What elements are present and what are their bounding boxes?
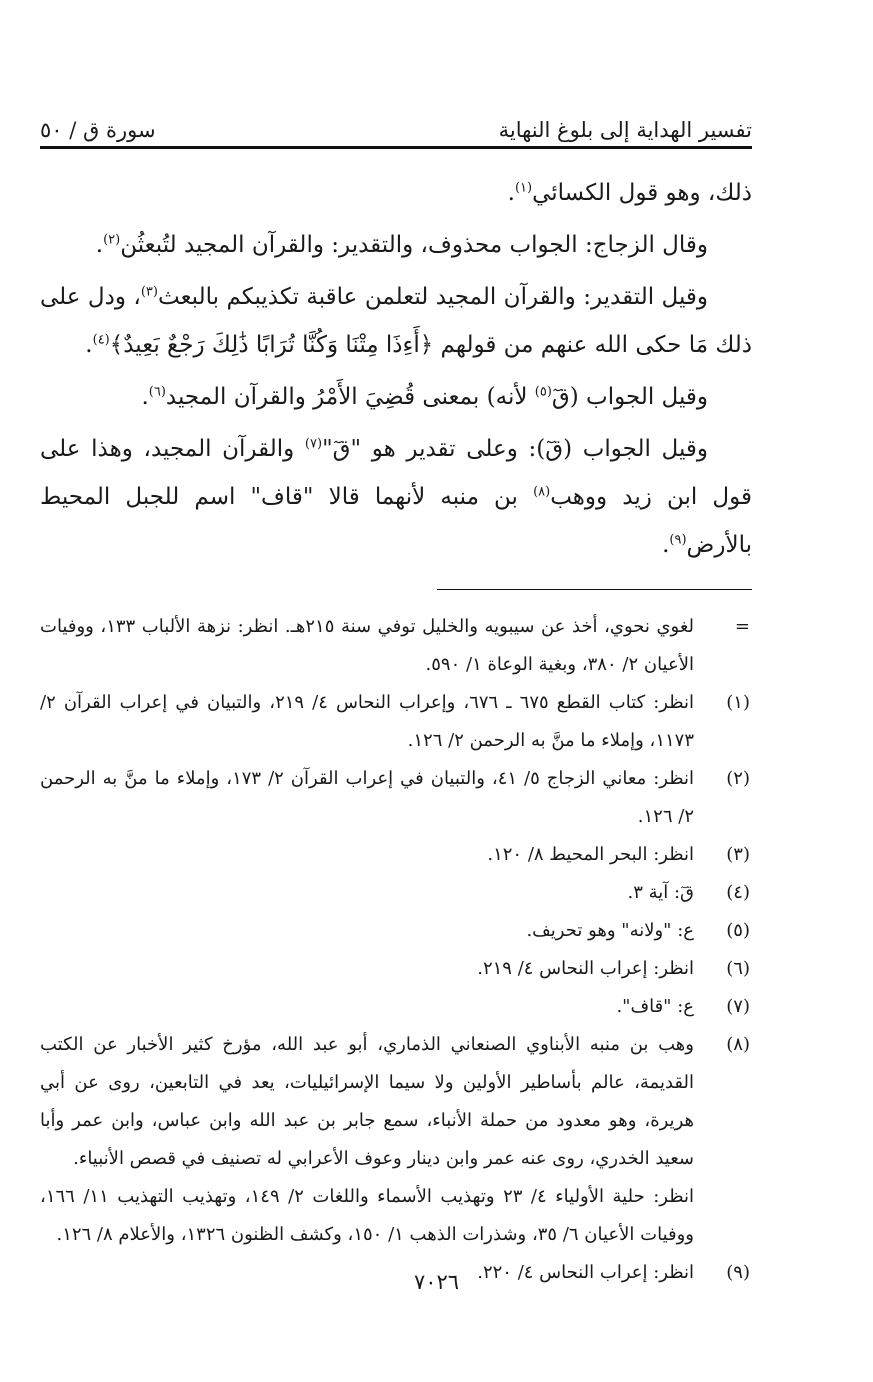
footnote-text: قٓ: آية ٣. — [627, 882, 694, 903]
footnote-text: ع: "ولانه" وهو تحريف. — [526, 920, 694, 941]
footnote-ref[interactable]: (٩) — [669, 532, 687, 548]
footnote-text: انظر: إعراب النحاس ٤/ ٢١٩. — [477, 958, 694, 979]
footnote-item — [40, 950, 752, 988]
footnote-item — [40, 684, 752, 760]
footnote-item — [40, 912, 752, 950]
footnote-item — [40, 874, 752, 912]
paragraph-1: ذلك، وهو قول الكسائي$^{(١)}$. — [507, 180, 752, 206]
footnote-number: (٨) — [726, 1034, 750, 1055]
surah-page-label: سورة ق / ٥٠ — [40, 118, 156, 142]
footnote-number: (٥) — [726, 920, 750, 941]
page-content — [40, 100, 752, 1292]
paragraph-5: وقيل الجواب (قٓ): وعلى تقدير هو "قٓ"$^{(٧)}$ والقرآن المجيد، وهذا على قول ابن زيد ووهب$^{(٨)}$ بن منبه لأنهما قالا "قاف" اسم للجبل المحيط بالأرض$^{(٩)}$. — [40, 436, 752, 558]
main-text — [40, 169, 752, 569]
footnote-ref[interactable]: (٧) — [304, 436, 323, 452]
footnote-number: (٩) — [726, 1262, 750, 1283]
footnote-ref[interactable]: (٥) — [534, 384, 552, 400]
footnote-number: (٧) — [726, 996, 750, 1017]
header-rule — [40, 146, 752, 149]
footnote-item — [40, 760, 752, 836]
footnote-item — [40, 988, 752, 1026]
book-title: تفسير الهداية إلى بلوغ النهاية — [498, 118, 752, 142]
footnote-item — [40, 836, 752, 874]
footnote-item — [40, 608, 752, 684]
footnote-number: = — [734, 616, 750, 637]
running-header — [40, 100, 752, 142]
paragraph-4: وقيل الجواب (قٓ$^{(٥)}$ لأنه) بمعنى قُضِيَ الأَمْرُ والقرآن المجيد$^{(٦)}$. — [141, 384, 708, 410]
footnote-number: (٤) — [726, 882, 750, 903]
footnote-ref[interactable]: (٤) — [92, 332, 110, 348]
footnote-ref[interactable]: (٣) — [140, 284, 158, 300]
footnote-number: (١) — [726, 692, 750, 713]
footnote-text: انظر: كتاب القطع ٦٧٥ ـ ٦٧٦، وإعراب النحاس ٤/ ٢١٩، والتبيان في إعراب القرآن ٢/ ١١٧٣، وإملاء ما منَّ به الرحمن ٢/ ١٢٦. — [40, 692, 695, 751]
footnote-number: (٣) — [726, 844, 750, 865]
footnote-text: وهب بن منبه الأبناوي الصنعاني الذماري، أبو عبد الله، مؤرخ كثير الأخبار عن الكتب القديمة، عالم بأساطير الأولين ولا سيما الإسرائيليات، يعد في التابعين، روى عن أبي هريرة، وهو معدود من حملة الأنباء، سمع جابر بن عبد الله وابن عباس، وابن عمر وأبا سعيد الخدري، روى عنه عمر وابن دينار وعوف الأعرابي له تصنيف في قصص الأنبياء. — [40, 1034, 694, 1169]
footnote-sources: انظر: حلية الأولياء ٤/ ٢٣ وتهذيب الأسماء واللغات ٢/ ١٤٩، وتهذيب التهذيب ١١/ ١٦٦، ووفيات الأعيان ٦/ ٣٥، وشذرات الذهب ١/ ١٥٠، وكشف الظنون ١٣٢٦، والأعلام ٨/ ١٢٦. — [40, 1186, 694, 1245]
footnotes — [40, 608, 752, 1292]
footnote-item — [40, 1026, 752, 1254]
paragraph-2: وقال الزجاج: الجواب محذوف، والتقدير: والقرآن المجيد لتُبعثُن$^{(٢)}$. — [95, 232, 708, 258]
footnote-text: انظر: إعراب النحاس ٤/ ٢٢٠. — [477, 1262, 694, 1283]
footnote-text: لغوي نحوي، أخذ عن سيبويه والخليل توفي سنة ٢١٥هـ. انظر: نزهة الألباب ١٣٣، ووفيات الأعيان ٢/ ٣٨٠، وبغية الوعاة ١/ ٥٩٠. — [40, 616, 694, 675]
footnote-ref[interactable]: (١) — [514, 180, 533, 196]
paragraph-3: وقيل التقدير: والقرآن المجيد لتعلمن عاقبة تكذيبكم بالبعث$^{(٣)}$، ودل على ذلك مَا حكى الله عنهم من قولهم ﴿أَءِذَا مِتْنَا وَكُنَّا تُرَابًا ذَٰلِكَ رَجْعٌ بَعِيدٌ﴾$^{(٤)}$. — [40, 284, 752, 358]
footnote-text: ع: "قاف". — [616, 996, 694, 1017]
footnote-separator — [437, 589, 752, 590]
footnote-number: (٢) — [726, 768, 750, 789]
footnote-text: انظر: معاني الزجاج ٥/ ٤١، والتبيان في إعراب القرآن ٢/ ١٧٣، وإملاء ما منَّ به الرحمن ٢/ ١٢٦. — [40, 768, 694, 827]
footnote-text: انظر: البحر المحيط ٨/ ١٢٠. — [487, 844, 694, 865]
footnote-ref[interactable]: (٢) — [103, 232, 121, 248]
page-number: ٧٠٢٦ — [413, 1270, 460, 1294]
footnote-ref[interactable]: (٦) — [148, 384, 166, 400]
footnote-ref[interactable]: (٨) — [533, 484, 551, 500]
footnote-number: (٦) — [726, 958, 750, 979]
